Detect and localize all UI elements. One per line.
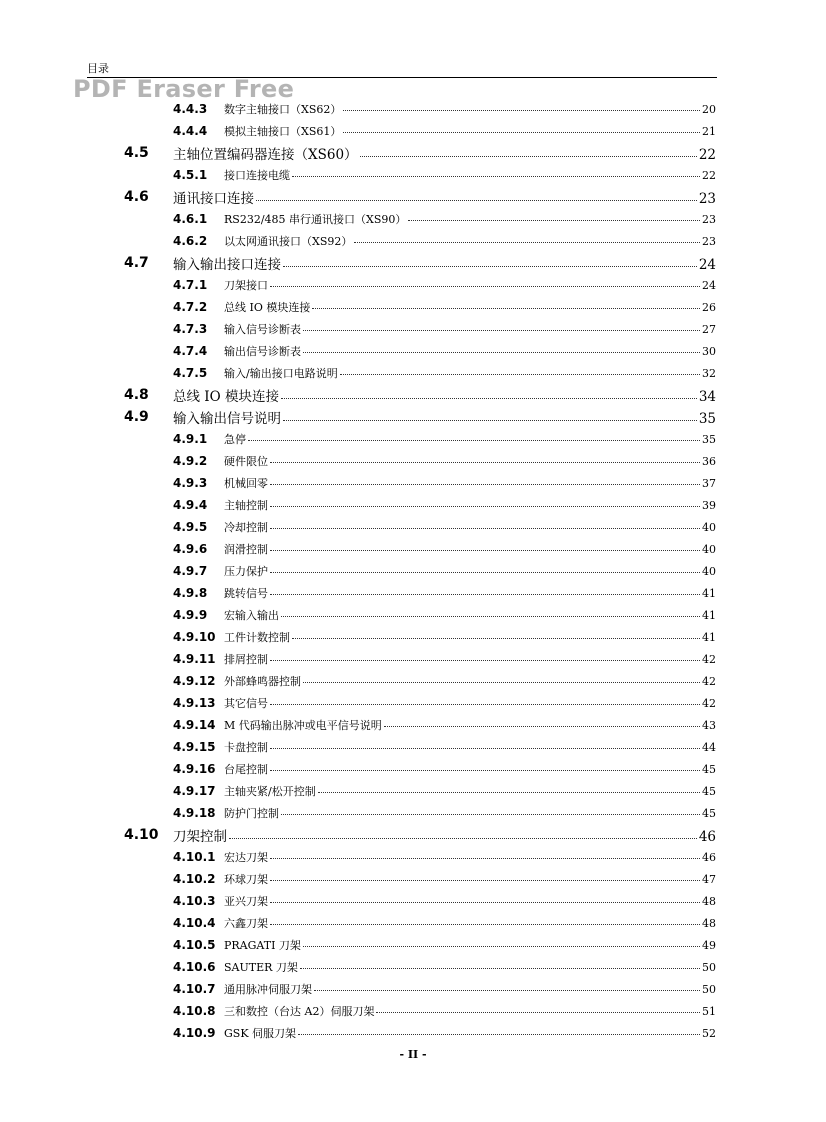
toc-entry[interactable] [0, 120, 826, 142]
toc-entry-page: 40 [702, 543, 716, 556]
toc-entry[interactable] [0, 164, 826, 186]
toc-entry-page: 36 [702, 455, 716, 468]
toc-entry-title: 接口连接电缆 [224, 169, 290, 182]
toc-entry-number: 4.9.7 [173, 564, 208, 578]
dot-leader [303, 352, 700, 353]
toc-entry-title: M 代码输出脉冲或电平信号说明 [224, 719, 382, 732]
toc-entry[interactable] [0, 428, 826, 450]
toc-entry[interactable] [0, 230, 826, 252]
dot-leader [270, 550, 700, 551]
toc-entry-body [224, 673, 716, 689]
toc-entry-number: 4.9.15 [173, 740, 216, 754]
toc-entry-number: 4.6.1 [173, 212, 208, 226]
toc-entry-number: 4.10.3 [173, 894, 216, 908]
toc-entry-number: 4.9.8 [173, 586, 208, 600]
toc-entry-number: 4.7.4 [173, 344, 208, 358]
toc-entry-title: 输入输出信号说明 [173, 411, 281, 427]
toc-entry-body [224, 277, 716, 293]
toc-entry[interactable] [0, 736, 826, 758]
toc-entry-body [224, 563, 716, 579]
dot-leader [283, 420, 697, 421]
toc-entry[interactable] [0, 538, 826, 560]
dot-leader [300, 968, 700, 969]
toc-entry-title: 数字主轴接口（XS62） [224, 103, 342, 116]
toc-entry-page: 30 [702, 345, 716, 358]
toc-entry-page: 40 [702, 521, 716, 534]
toc-entry-title: 主轴夹紧/松开控制 [224, 785, 316, 798]
dot-leader [318, 792, 700, 793]
toc-entry-number: 4.9.5 [173, 520, 208, 534]
toc-entry-page: 39 [702, 499, 716, 512]
toc-entry-page: 48 [702, 917, 716, 930]
toc-entry-page: 45 [702, 785, 716, 798]
toc-entry-page: 24 [702, 279, 716, 292]
toc-entry[interactable] [0, 362, 826, 384]
toc-entry-page: 52 [702, 1027, 716, 1040]
dot-leader [340, 374, 700, 375]
dot-leader [360, 156, 697, 157]
toc-entry-title: 跳转信号 [224, 587, 268, 600]
toc-entry-title: 急停 [224, 433, 246, 446]
toc-entry-title: 模拟主轴接口（XS61） [224, 125, 342, 138]
toc-entry-title: 主轴位置编码器连接（XS60） [173, 147, 358, 163]
dot-leader [376, 1012, 700, 1013]
toc-entry-body [224, 475, 716, 491]
toc-entry-page: 34 [698, 389, 716, 405]
toc-entry-page: 42 [702, 697, 716, 710]
toc-entry-page: 46 [702, 851, 716, 864]
toc-entry-title: 宏输入输出 [224, 609, 279, 622]
toc-entry-page: 22 [698, 147, 716, 163]
watermark: PDF Eraser Free [73, 75, 295, 103]
toc-entry-title: PRAGATI 刀架 [224, 939, 301, 952]
toc-entry-number: 4.9.11 [173, 652, 216, 666]
toc-entry-body [224, 123, 716, 139]
dot-leader [256, 200, 697, 201]
toc-entry-body [224, 937, 716, 953]
toc-entry-number: 4.9 [124, 409, 149, 425]
toc-entry-page: 44 [702, 741, 716, 754]
toc-entry[interactable] [0, 142, 826, 164]
toc-entry-title: 硬件限位 [224, 455, 268, 468]
toc-entry-body [224, 585, 716, 601]
dot-leader [270, 594, 700, 595]
toc-entry[interactable] [0, 450, 826, 472]
toc-entry[interactable] [0, 1022, 826, 1044]
toc-entry[interactable] [0, 846, 826, 868]
toc-entry-page: 23 [702, 213, 716, 226]
toc-entry-body [224, 233, 716, 249]
dot-leader [298, 1034, 700, 1035]
toc-entry[interactable] [0, 802, 826, 824]
dot-leader [270, 484, 700, 485]
toc-entry-page: 45 [702, 807, 716, 820]
dot-leader [270, 858, 700, 859]
toc-entry[interactable] [0, 956, 826, 978]
toc-entry[interactable] [0, 560, 826, 582]
toc-entry-title: 输入输出接口连接 [173, 257, 281, 273]
toc-entry-title: RS232/485 串行通讯接口（XS90） [224, 213, 407, 226]
toc-entry[interactable] [0, 692, 826, 714]
toc-entry[interactable] [0, 868, 826, 890]
dot-leader [270, 660, 700, 661]
toc-entry-number: 4.10.5 [173, 938, 216, 952]
toc-entry[interactable] [0, 296, 826, 318]
toc-entry-page: 41 [702, 587, 716, 600]
running-header: 目录 [87, 62, 109, 75]
toc-entry-page: 26 [702, 301, 716, 314]
toc-entry-page: 24 [698, 257, 716, 273]
toc-entry-body [224, 607, 716, 623]
toc-entry-title: 输入/输出接口电路说明 [224, 367, 338, 380]
dot-leader [270, 286, 700, 287]
dot-leader [303, 682, 700, 683]
toc-entry[interactable] [0, 274, 826, 296]
toc-entry-body [173, 385, 716, 405]
dot-leader [314, 990, 700, 991]
toc-entry-body [224, 343, 716, 359]
dot-leader [229, 838, 697, 839]
toc-entry-page: 41 [702, 609, 716, 622]
page-number: - II - [399, 1048, 427, 1061]
toc-entry-number: 4.9.17 [173, 784, 216, 798]
toc-entry-body [224, 695, 716, 711]
toc-entry[interactable] [0, 912, 826, 934]
toc-entry-number: 4.9.13 [173, 696, 216, 710]
dot-leader [270, 902, 700, 903]
toc-entry-title: 主轴控制 [224, 499, 268, 512]
toc-entry-title: 压力保护 [224, 565, 268, 578]
dot-leader [303, 946, 700, 947]
toc-entry-number: 4.4.4 [173, 124, 208, 138]
toc-entry[interactable] [0, 340, 826, 362]
toc-entry-body [224, 101, 716, 117]
dot-leader [281, 398, 697, 399]
toc-entry-number: 4.7.5 [173, 366, 208, 380]
toc-entry-body [224, 453, 716, 469]
dot-leader [283, 266, 697, 267]
toc-entry-body [224, 739, 716, 755]
toc-entry-page: 48 [702, 895, 716, 908]
dot-leader [270, 770, 700, 771]
toc-entry-page: 51 [702, 1005, 716, 1018]
toc-entry-number: 4.9.10 [173, 630, 216, 644]
dot-leader [292, 638, 700, 639]
toc-entry-page: 37 [702, 477, 716, 490]
dot-leader [270, 748, 700, 749]
toc-entry-page: 23 [698, 191, 716, 207]
toc-entry-body [224, 717, 716, 733]
toc-entry[interactable] [0, 758, 826, 780]
toc-entry-number: 4.10.9 [173, 1026, 216, 1040]
toc-entry[interactable] [0, 648, 826, 670]
toc-entry-body [224, 431, 716, 447]
dot-leader [303, 330, 700, 331]
toc-entry-title: SAUTER 刀架 [224, 961, 298, 974]
toc-entry-number: 4.10.2 [173, 872, 216, 886]
toc-entry-page: 35 [702, 433, 716, 446]
toc-entry-title: 总线 IO 模块连接 [173, 389, 279, 405]
toc-entry-body [224, 1025, 716, 1041]
toc-entry-body [224, 893, 716, 909]
toc-entry-body [224, 761, 716, 777]
toc-entry-body [224, 783, 716, 799]
dot-leader [270, 704, 700, 705]
toc-entry-number: 4.8 [124, 387, 149, 403]
toc-entry-body [224, 915, 716, 931]
toc-entry-page: 42 [702, 653, 716, 666]
toc-entry-number: 4.10.8 [173, 1004, 216, 1018]
dot-leader [270, 528, 700, 529]
toc-entry-title: 环球刀架 [224, 873, 268, 886]
toc-entry-title: 刀架控制 [173, 829, 227, 845]
toc-entry[interactable] [0, 472, 826, 494]
toc-entry-page: 46 [698, 829, 716, 845]
toc-entry-page: 23 [702, 235, 716, 248]
toc-entry-number: 4.10.1 [173, 850, 216, 864]
toc-entry[interactable] [0, 670, 826, 692]
toc-entry-body [224, 805, 716, 821]
toc-entry-page: 41 [702, 631, 716, 644]
toc-entry-title: 亚兴刀架 [224, 895, 268, 908]
toc-entry-title: 防护门控制 [224, 807, 279, 820]
toc-entry-number: 4.9.14 [173, 718, 216, 732]
toc-entry-title: 宏达刀架 [224, 851, 268, 864]
toc-entry-number: 4.9.9 [173, 608, 208, 622]
toc-entry-number: 4.9.2 [173, 454, 208, 468]
toc-entry-number: 4.10.7 [173, 982, 216, 996]
toc-entry-number: 4.7 [124, 255, 149, 271]
toc-entry-body [224, 299, 716, 315]
dot-leader [292, 176, 700, 177]
toc-entry-page: 47 [702, 873, 716, 886]
toc-entry-title: 通讯接口连接 [173, 191, 254, 207]
toc-entry-page: 35 [698, 411, 716, 427]
toc-entry[interactable] [0, 626, 826, 648]
toc-entry-title: 通用脉冲伺服刀架 [224, 983, 312, 996]
toc-entry-number: 4.7.1 [173, 278, 208, 292]
toc-entry-body [224, 959, 716, 975]
toc-entry-body [224, 651, 716, 667]
toc-entry-body [224, 629, 716, 645]
toc-entry[interactable] [0, 208, 826, 230]
toc-entry-title: GSK 伺服刀架 [224, 1027, 297, 1040]
toc-entry[interactable] [0, 714, 826, 736]
dot-leader [270, 572, 700, 573]
toc-entry-page: 43 [702, 719, 716, 732]
toc-entry-number: 4.9.16 [173, 762, 216, 776]
toc-entry-body [173, 407, 716, 427]
toc-entry[interactable] [0, 582, 826, 604]
toc-entry[interactable] [0, 824, 826, 846]
toc-entry-title: 六鑫刀架 [224, 917, 268, 930]
toc-entry-number: 4.10 [124, 827, 159, 843]
toc-entry[interactable] [0, 934, 826, 956]
toc-entry-number: 4.9.6 [173, 542, 208, 556]
toc-entry[interactable] [0, 98, 826, 120]
toc-entry-page: 42 [702, 675, 716, 688]
toc-entry[interactable] [0, 252, 826, 274]
toc-entry-body [224, 849, 716, 865]
dot-leader [343, 110, 700, 111]
toc-entry-title: 总线 IO 模块连接 [224, 301, 311, 314]
toc-entry-number: 4.7.3 [173, 322, 208, 336]
toc-entry-body [224, 497, 716, 513]
toc-entry[interactable] [0, 406, 826, 428]
toc-entry-body [224, 981, 716, 997]
toc-entry-number: 4.10.4 [173, 916, 216, 930]
toc-entry-title: 以太网通讯接口（XS92） [224, 235, 353, 248]
toc-entry-title: 排屑控制 [224, 653, 268, 666]
toc-entry[interactable] [0, 604, 826, 626]
toc-entry-title: 输入信号诊断表 [224, 323, 301, 336]
dot-leader [270, 924, 700, 925]
toc-entry-title: 输出信号诊断表 [224, 345, 301, 358]
toc-entry-title: 其它信号 [224, 697, 268, 710]
toc-entry-title: 三和数控（台达 A2）伺服刀架 [224, 1005, 375, 1018]
toc-entry[interactable] [0, 890, 826, 912]
toc-entry[interactable] [0, 494, 826, 516]
dot-leader [343, 132, 700, 133]
dot-leader [270, 462, 700, 463]
toc-entry-page: 27 [702, 323, 716, 336]
dot-leader [281, 616, 700, 617]
toc-entry-page: 50 [702, 983, 716, 996]
toc-entry-number: 4.9.12 [173, 674, 216, 688]
dot-leader [248, 440, 700, 441]
dot-leader [384, 726, 700, 727]
toc-entry-number: 4.9.4 [173, 498, 208, 512]
toc-entry-page: 32 [702, 367, 716, 380]
toc-entry-body [224, 541, 716, 557]
toc-entry-page: 22 [702, 169, 716, 182]
toc-entry-page: 20 [702, 103, 716, 116]
dot-leader [408, 220, 700, 221]
toc-entry-page: 45 [702, 763, 716, 776]
toc-entry[interactable] [0, 780, 826, 802]
toc-entry-number: 4.6 [124, 189, 149, 205]
toc-entry-body [173, 825, 716, 845]
toc-entry-body [173, 187, 716, 207]
toc-entry-number: 4.4.3 [173, 102, 208, 116]
dot-leader [281, 814, 700, 815]
toc-entry-number: 4.5.1 [173, 168, 208, 182]
toc-entry-page: 50 [702, 961, 716, 974]
dot-leader [270, 880, 700, 881]
toc-entry-title: 刀架接口 [224, 279, 268, 292]
toc-entry-title: 工件计数控制 [224, 631, 290, 644]
toc-entry-body [224, 167, 716, 183]
toc-entry-page: 21 [702, 125, 716, 138]
toc-entry-title: 台尾控制 [224, 763, 268, 776]
toc-entry-number: 4.9.18 [173, 806, 216, 820]
dot-leader [354, 242, 700, 243]
dot-leader [270, 506, 700, 507]
toc-entry-title: 冷却控制 [224, 521, 268, 534]
toc-entry-body [224, 871, 716, 887]
toc-entry-page: 49 [702, 939, 716, 952]
toc-entry-number: 4.9.1 [173, 432, 208, 446]
toc-entry-title: 卡盘控制 [224, 741, 268, 754]
toc-entry-number: 4.5 [124, 145, 149, 161]
toc-entry-title: 外部蜂鸣器控制 [224, 675, 301, 688]
toc-entry[interactable] [0, 186, 826, 208]
toc-entry-body [224, 1003, 716, 1019]
toc-entry-number: 4.7.2 [173, 300, 208, 314]
toc-entry-body [224, 365, 716, 381]
toc-entry-number: 4.10.6 [173, 960, 216, 974]
toc-entry[interactable] [0, 978, 826, 1000]
toc-entry-page: 40 [702, 565, 716, 578]
toc-entry-body [224, 519, 716, 535]
toc-entry-title: 机械回零 [224, 477, 268, 490]
toc-entry-body [224, 321, 716, 337]
dot-leader [312, 308, 700, 309]
toc-entry-body [173, 253, 716, 273]
toc-entry[interactable] [0, 384, 826, 406]
toc-entry[interactable] [0, 516, 826, 538]
toc-entry-number: 4.9.3 [173, 476, 208, 490]
toc-entry-title: 润滑控制 [224, 543, 268, 556]
toc-entry-body [224, 211, 716, 227]
toc-entry[interactable] [0, 1000, 826, 1022]
toc-entry-body [173, 143, 716, 163]
toc-entry-number: 4.6.2 [173, 234, 208, 248]
toc-entry[interactable] [0, 318, 826, 340]
